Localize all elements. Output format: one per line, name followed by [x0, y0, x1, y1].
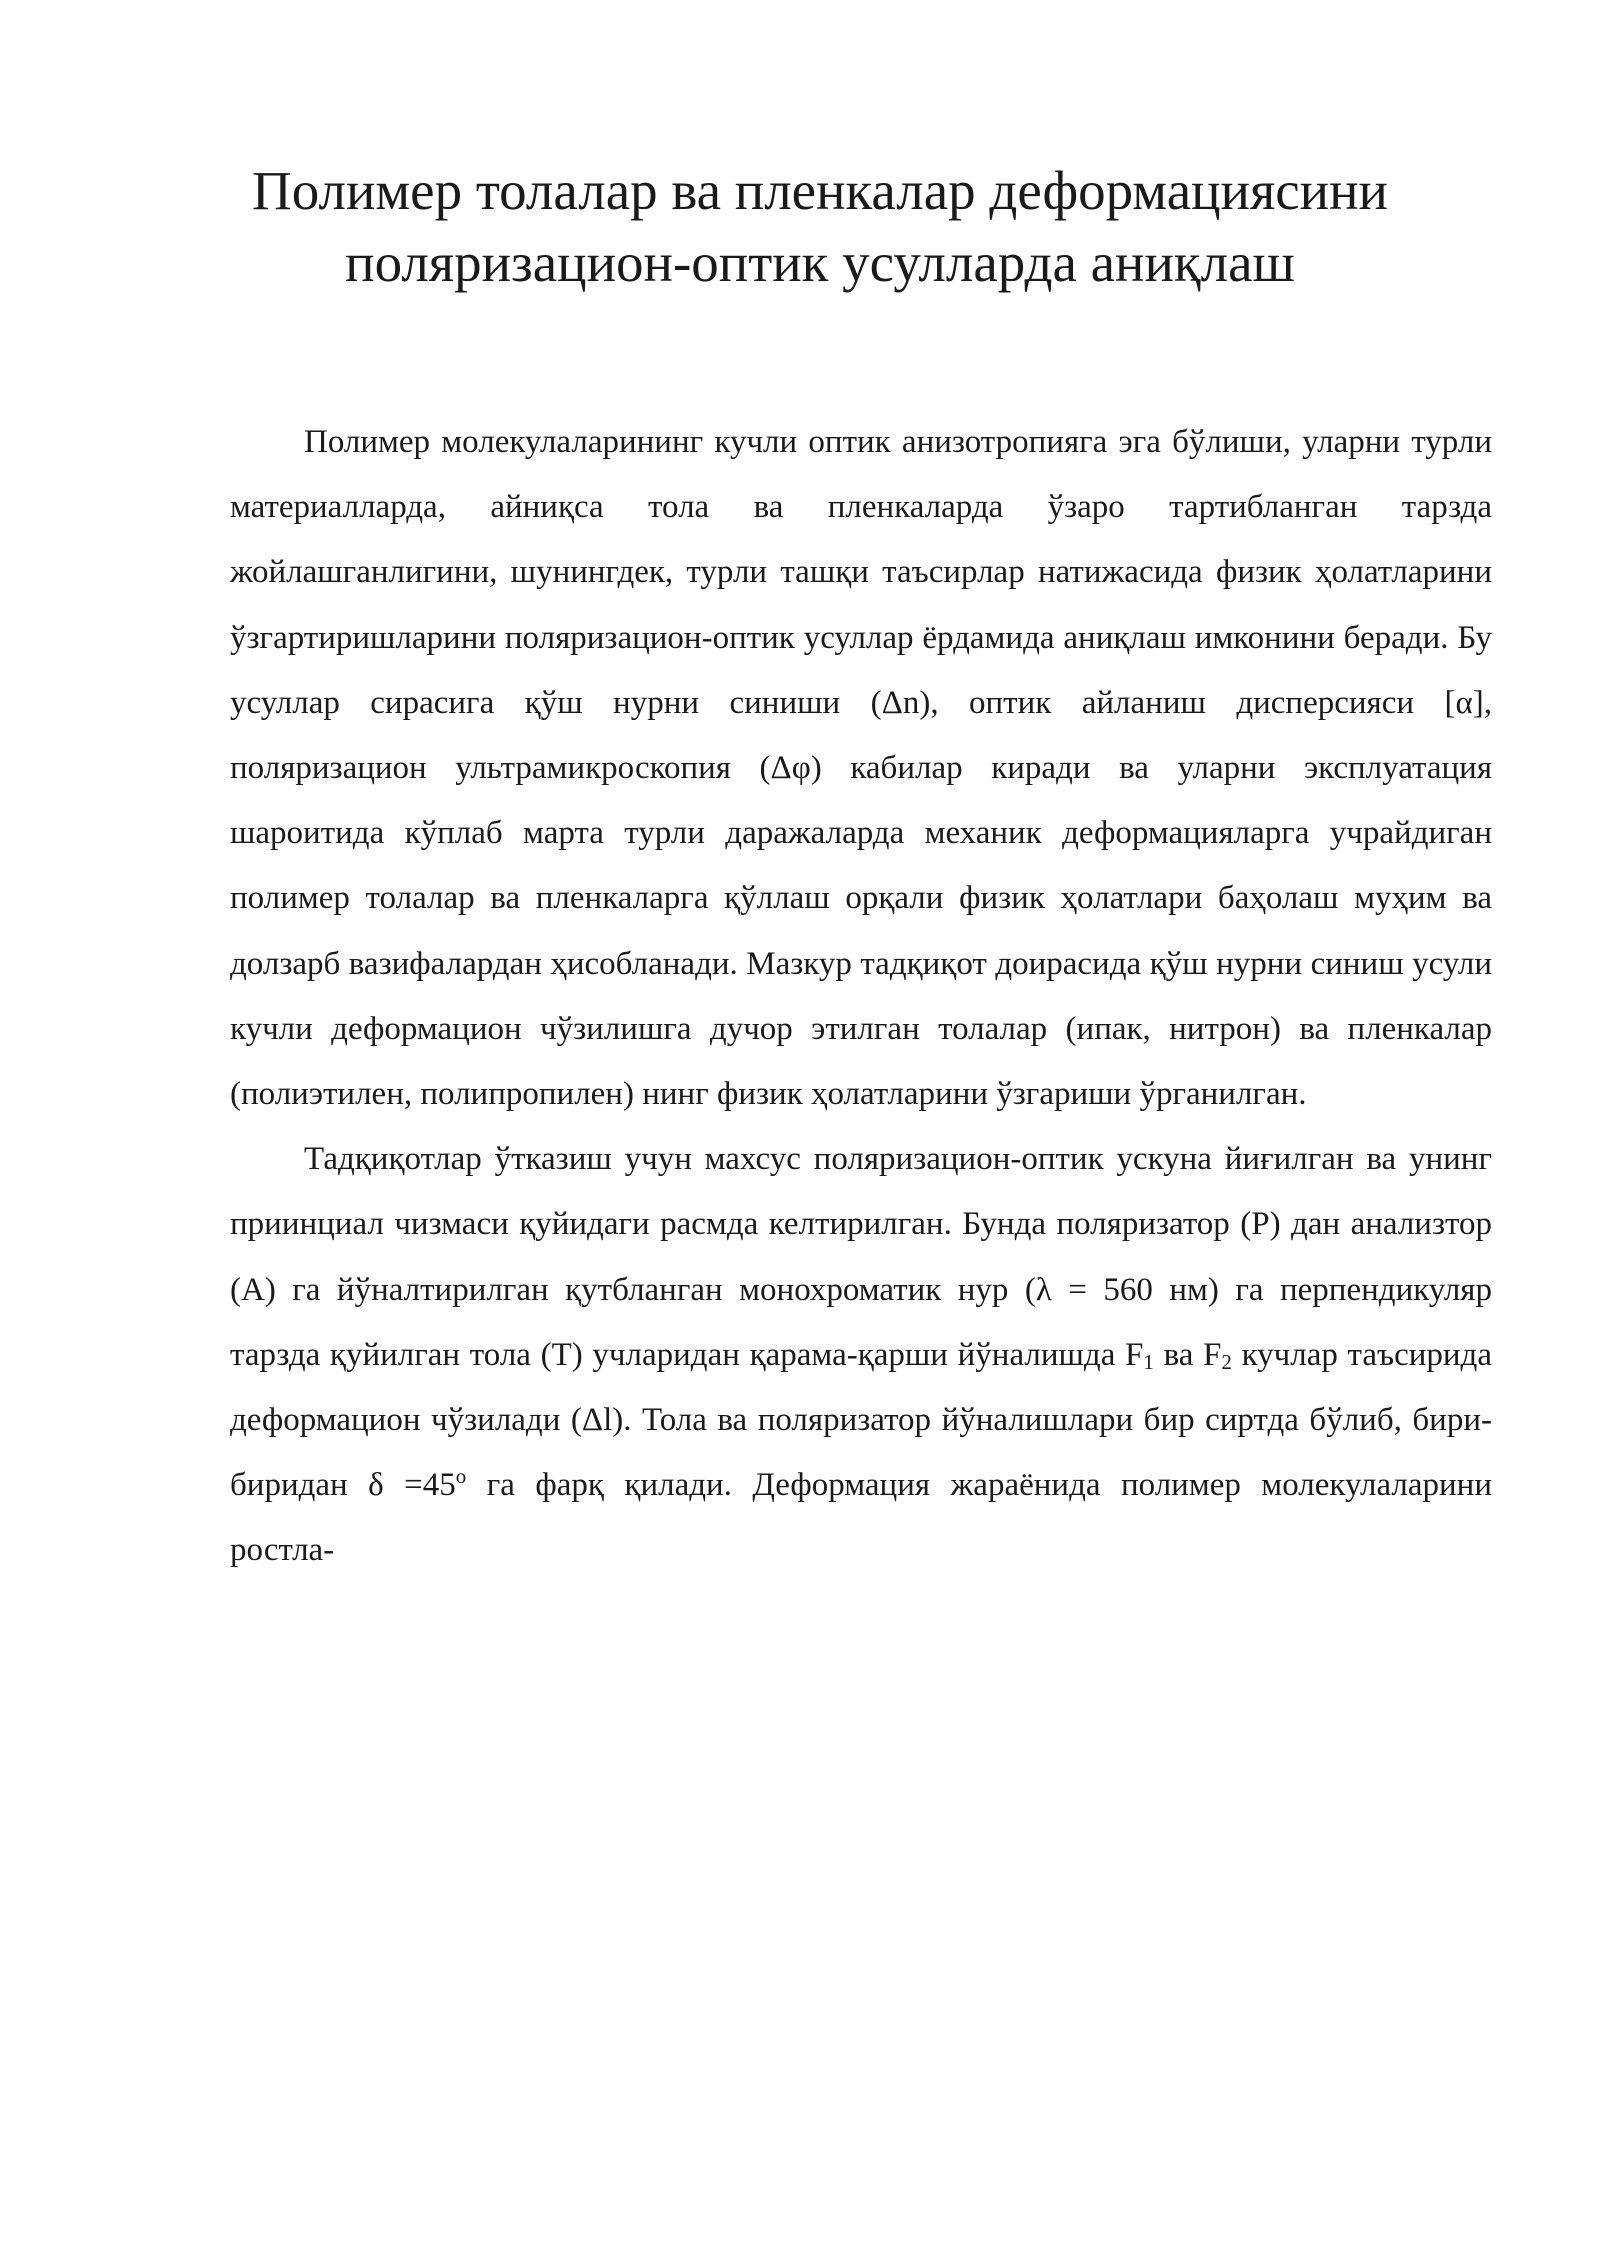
paragraph-2 — [230, 1127, 1492, 1583]
title-line-2: поляризацион-оптик усулларда аниқлаш — [345, 232, 1295, 293]
title-line-1: Полимер толалар ва пленкалар деформациясини — [252, 160, 1388, 221]
force-subscript-1: 1 — [1143, 1349, 1154, 1374]
document-title — [200, 155, 1440, 299]
paragraph-2-part-a: Тадқиқотлар ўтказиш учун махсус поляризацион-оптик ускуна йиғилган ва унинг приинциал чизмаси қуйидаги расмда келтирилган. Бунда поляризатор (Р) дан анализтор (А) га йўналтирилган қутбланган монохроматик нур (λ = 560 нм) га перпендикуляр тарзда қуйилган тола (Т) учларидан қарама-қарши йўналишда F — [230, 1141, 1492, 1373]
degree-superscript: о — [455, 1464, 467, 1489]
force-subscript-2: 2 — [1221, 1349, 1232, 1374]
paragraph-2-part-b: ва F — [1153, 1336, 1222, 1373]
body-text — [230, 410, 1492, 1584]
paragraph-2-part-c: кучлар таъсирида деформацион чўзилади (Δl). Тола ва поляризатор йўналишлари бир сиртда бўлиб, бири-биридан δ =45 — [230, 1336, 1492, 1504]
paragraph-2-part-d: га фарқ қилади. Деформация жараёнида полимер молекулаларини ростла- — [230, 1467, 1492, 1569]
paragraph-1: Полимер молекулаларининг кучли оптик анизотропияга эга бўлиши, уларни турли материалларда, айниқса тола ва пленкаларда ўзаро тартибланган тарзда жойлашганлигини, шунингдек, турли ташқи таъсирлар натижасида физик ҳолатларини ўзгартиришларини поляризацион-оптик усуллар ёрдамида аниқлаш имконини беради. Бу усуллар сирасига қўш нурни синиши (Δn), оптик айланиш дисперсияси [α], поляризацион ультрамикроскопия (Δφ) кабилар киради ва уларни эксплуатация шароитида кўплаб марта турли даражаларда механик деформацияларга учрайдиган полимер толалар ва пленкаларга қўллаш орқали физик ҳолатлари баҳолаш муҳим ва долзарб вазифалардан ҳисобланади. Мазкур тадқиқот доирасида қўш нурни синиш усули кучли деформацион чўзилишга дучор этилган толалар (ипак, нитрон) ва пленкалар (полиэтилен, полипропилен) нинг физик ҳолатларини ўзгариши ўрганилган. — [230, 424, 1492, 1113]
